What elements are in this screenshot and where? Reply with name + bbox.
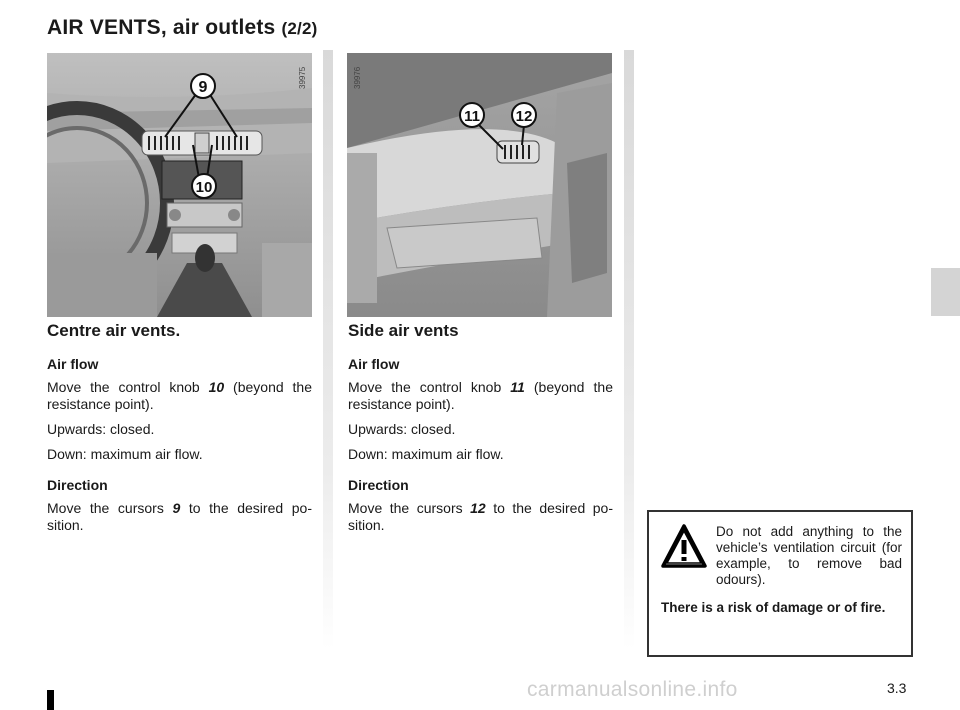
side-vents-illustration — [347, 53, 612, 317]
direction-instruction — [348, 500, 613, 534]
page-number: 3.3 — [887, 680, 907, 696]
centre-vents-illustration — [47, 53, 312, 317]
direction-label: Direction — [47, 477, 108, 493]
side-vents-section — [348, 321, 613, 542]
callout-9: 9 — [198, 79, 208, 96]
callout-10: 10 — [195, 179, 213, 196]
page-title — [47, 16, 317, 40]
airflow-instruction — [47, 379, 312, 413]
page-title-text: AIR VENTS, air outlets — [47, 16, 276, 39]
illustration-ref-number: 39975 — [298, 66, 307, 89]
column-divider-shadow — [323, 50, 333, 650]
control-reference-number: 10 — [208, 379, 225, 395]
text-fragment: to the desired po-sition. — [348, 500, 613, 533]
text-fragment: (beyond the resistance point). — [47, 379, 312, 412]
upwards-note: Upwards: closed. — [348, 421, 456, 437]
text-fragment: Move the cursors — [47, 500, 173, 516]
illustration-ref-number: 39976 — [353, 66, 362, 89]
upwards-note: Upwards: closed. — [47, 421, 155, 437]
airflow-label: Air flow — [348, 356, 400, 372]
direction-label: Direction — [348, 477, 409, 493]
watermark: carmanualsonline.info — [527, 678, 738, 701]
down-note: Down: maximum air flow. — [47, 446, 203, 462]
warning-box — [647, 510, 913, 657]
text-fragment: Move the cursors — [348, 500, 471, 516]
control-reference-number: 9 — [172, 500, 181, 516]
control-reference-number: 11 — [510, 379, 525, 395]
text-fragment: Move the control knob — [348, 379, 511, 395]
warning-text: Do not add anything to the vehicle’s ventilation circuit (for example, to remove bad odours). — [716, 524, 902, 587]
airflow-label: Air flow — [47, 356, 99, 372]
section-heading: Side air vents — [348, 321, 459, 340]
print-mark — [47, 690, 54, 710]
page-title-suffix: (2/2) — [281, 19, 318, 38]
direction-instruction — [47, 500, 312, 534]
centre-vents-section — [47, 321, 312, 542]
column-divider-shadow — [624, 50, 634, 650]
airflow-instruction — [348, 379, 613, 413]
text-fragment: (beyond the resistance point). — [348, 379, 613, 412]
chapter-tab-marker — [931, 268, 960, 316]
callout-12: 12 — [515, 108, 533, 125]
warning-emphasis: There is a risk of damage or of fire. — [661, 600, 886, 615]
warning-triangle-icon — [659, 522, 709, 572]
text-fragment: to the desired po-sition. — [47, 500, 312, 533]
text-fragment: Move the control knob — [47, 379, 209, 395]
callout-11: 11 — [464, 108, 480, 125]
down-note: Down: maximum air flow. — [348, 446, 504, 462]
control-reference-number: 12 — [470, 500, 486, 516]
section-heading: Centre air vents. — [47, 321, 181, 340]
